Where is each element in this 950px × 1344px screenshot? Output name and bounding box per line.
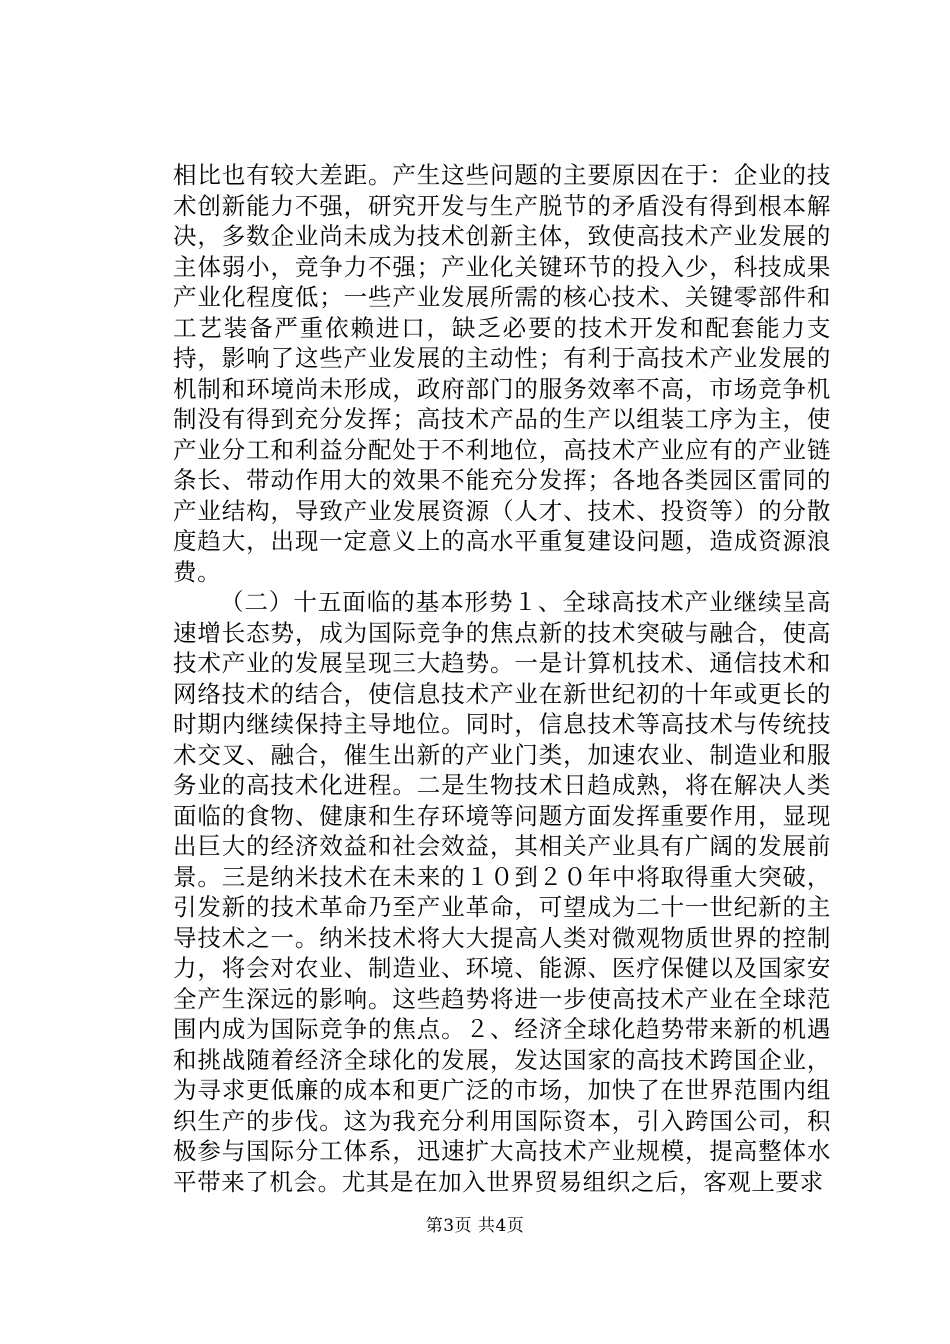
document-body <box>173 160 831 1197</box>
page-footer <box>0 1214 950 1238</box>
page-indicator: 第3页 共4页 <box>425 1216 525 1236</box>
paragraph-continuation: 相比也有较大差距。产生这些问题的主要原因在于：企业的技术创新能力不强，研究开发与生产脱节的矛盾没有得到根本解决，多数企业尚未成为技术创新主体，致使高技术产业发展的主体弱小，竞争力不强；产业化关键环节的投入少，科技成果产业化程度低；一些产业发展所需的核心技术、关键零部件和工艺装备严重依赖进口，缺乏必要的技术开发和配套能力支持，影响了这些产业发展的主动性；有利于高技术产业发展的机制和环境尚未形成，政府部门的服务效率不高，市场竞争机制没有得到充分发挥；高技术产品的生产以组装工序为主，使产业分工和利益分配处于不利地位，高技术产业应有的产业链条长、带动作用大的效果不能充分发挥；各地各类园区雷同的产业结构，导致产业发展资源（人才、技术、投资等）的分散度趋大，出现一定意义上的高水平重复建设问题，造成资源浪费。 <box>173 161 831 586</box>
paragraph-section-two: （二）十五面临的基本形势１、全球高技术产业继续呈高速增长态势，成为国际竞争的焦点新的技术突破与融合，使高技术产业的发展呈现三大趋势。一是计算机技术、通信技术和网络技术的结合，使信息技术产业在新世纪初的十年或更长的时期内继续保持主导地位。同时，信息技术等高技术与传统技术交叉、融合，催生出新的产业门类，加速农业、制造业和服务业的高技术化进程。二是生物技术日趋成熟，将在解决人类面临的食物、健康和生存环境等问题方面发挥重要作用，显现出巨大的经济效益和社会效益，其相关产业具有广阔的发展前景。三是纳米技术在未来的１０到２０年中将取得重大突破，引发新的技术革命乃至产业革命，可望成为二十一世纪新的主导技术之一。纳米技术将大大提高人类对微观物质世界的控制力，将会对农业、制造业、环境、能源、医疗保健以及国家安全产生深远的影响。这些趋势将进一步使高技术产业在全球范围内成为国际竞争的焦点。２、经济全球化趋势带来新的机遇和挑战随着经济全球化的发展，发达国家的高技术跨国企业，为寻求更低廉的成本和更广泛的市场，加快了在世界范围内组织生产的步伐。这为我充分利用国际资本，引入跨国公司，积极参与国际分工体系，迅速扩大高技术产业规模，提高整体水平带来了机会。尤其是在加入世界贸易组织之后，客观上要求 <box>173 588 831 1196</box>
